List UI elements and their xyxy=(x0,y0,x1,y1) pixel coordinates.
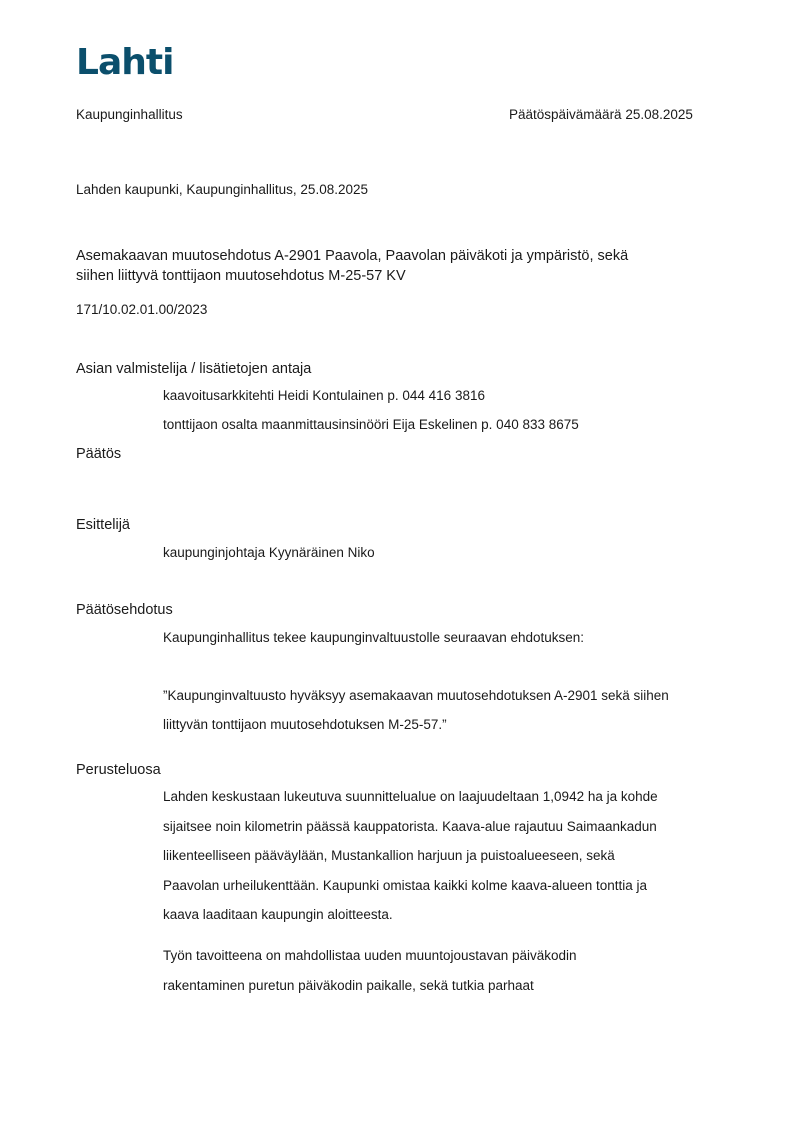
rationale-p1-line: Paavolan urheilukenttään. Kaupunki omistaa kaikki kolme kaava-alueen tonttia ja xyxy=(163,877,648,893)
header-organ: Kaupunginhallitus xyxy=(76,107,183,122)
lahti-logo: Lahti xyxy=(76,42,174,83)
proposal-quote-line-2: liittyvän tonttijaon muutosehdotuksen M-25-57.” xyxy=(163,717,447,732)
title-line-2: siihen liittyvä tonttijaon muutosehdotus M-25-57 KV xyxy=(76,268,406,284)
rationale-p1-line: kaava laaditaan kaupungin aloitteesta. xyxy=(163,907,393,922)
rationale-paragraph-2 xyxy=(163,941,723,1000)
title-line-1: Asemakaavan muutosehdotus A-2901 Paavola, Paavolan päiväkoti ja ympäristö, sekä xyxy=(76,248,629,264)
meeting-line: Lahden kaupunki, Kaupunginhallitus, 25.08.2025 xyxy=(76,182,368,197)
preparer-line-2: tonttijaon osalta maanmittausinsinööri Eija Eskelinen p. 040 833 8675 xyxy=(163,417,579,432)
rationale-p2-line: Työn tavoitteena on mahdollistaa uuden muuntojoustavan päiväkodin xyxy=(163,948,577,963)
rationale-p1-line: liikenteelliseen pääväylään, Mustankallion harjuun ja puistoalueeseen, sekä xyxy=(163,848,615,863)
header-decision-date: Päätöspäivämäärä 25.08.2025 xyxy=(509,107,693,122)
rationale-p1-line: Lahden keskustaan lukeutuva suunnittelualue on laajuudeltaan 1,0942 ha ja kohde xyxy=(163,789,658,804)
rationale-p2-line: rakentaminen puretun päiväkodin paikalle, sekä tutkia parhaat xyxy=(163,977,534,993)
rationale-p1-line: sijaitsee noin kilometrin päässä kauppatorista. Kaava-alue rajautuu Saimaankadun xyxy=(163,818,657,834)
proposal-quote-line-1: ”Kaupunginvaltuusto hyväksyy asemakaavan muutosehdotuksen A-2901 sekä siihen xyxy=(163,688,669,703)
proposal-heading: Päätösehdotus xyxy=(76,602,173,618)
rationale-heading: Perusteluosa xyxy=(76,762,161,778)
rationale-paragraph-1 xyxy=(163,782,723,930)
case-number: 171/10.02.01.00/2023 xyxy=(76,302,208,317)
presenter-heading: Esittelijä xyxy=(76,517,130,533)
proposal-intro: Kaupunginhallitus tekee kaupunginvaltuustolle seuraavan ehdotuksen: xyxy=(163,630,585,645)
decision-heading: Päätös xyxy=(76,446,122,462)
preparer-line-1: kaavoitusarkkitehti Heidi Kontulainen p. 044 416 3816 xyxy=(163,388,485,403)
preparer-heading: Asian valmistelija / lisätietojen antaja xyxy=(76,361,312,377)
presenter-name: kaupunginjohtaja Kyynäräinen Niko xyxy=(163,545,375,560)
